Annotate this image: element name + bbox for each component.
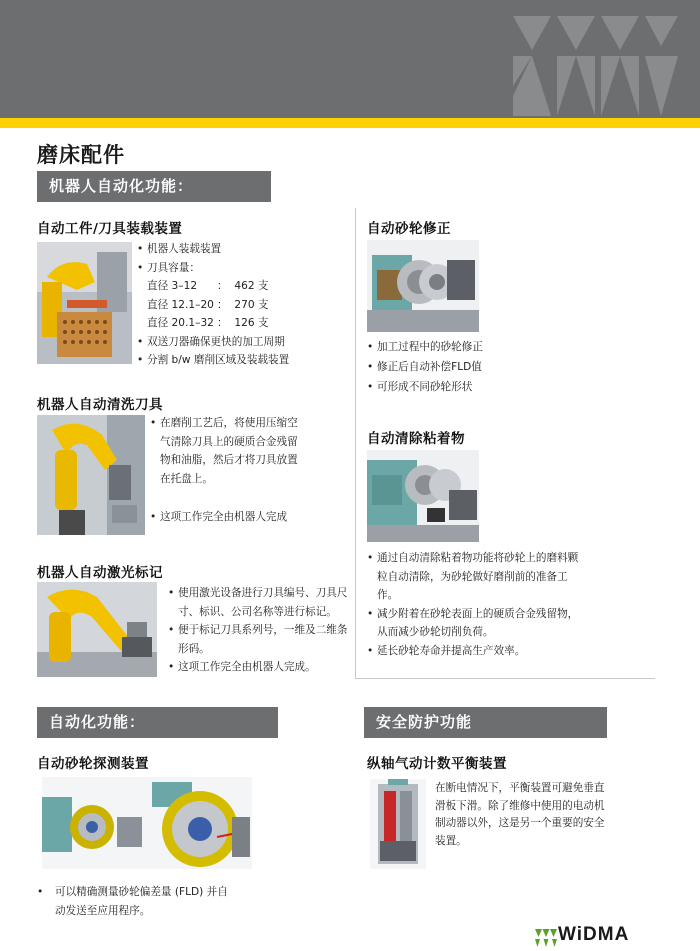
banner-safety: 安全防护功能 bbox=[364, 707, 607, 738]
deposit-image bbox=[367, 450, 479, 542]
cleaning-robot-image bbox=[37, 415, 145, 535]
section-divider bbox=[355, 678, 655, 679]
list-item: • 减少附着在砂轮表面上的硬质合金残留物，从而减少砂轮切削负荷。 bbox=[367, 605, 582, 642]
list-item: • 双送刀器确保更快的加工周期 bbox=[137, 333, 347, 352]
list-item: • 修正后自动补偿FLD值 bbox=[367, 357, 647, 377]
balance-image bbox=[370, 779, 426, 869]
cleaning-list bbox=[150, 414, 298, 527]
list-item: • 分割 b/w 磨削区域及装载装置 bbox=[137, 351, 347, 370]
dressing-image bbox=[367, 240, 479, 332]
list-item: • 加工过程中的砂轮修正 bbox=[367, 337, 647, 357]
capacity-row: 直径 3–12 ： 462 支 bbox=[147, 280, 269, 292]
deposit-title: 自动清除粘着物 bbox=[367, 431, 465, 447]
list-item: • 机器人装载装置 bbox=[137, 240, 347, 259]
laser-list bbox=[168, 584, 348, 677]
list-item: • 可以精确测量砂轮偏差量 (FLD) 并自动发送至应用程序。 bbox=[37, 883, 237, 920]
dressing-title: 自动砂轮修正 bbox=[367, 221, 451, 237]
brand-pattern-icon bbox=[513, 16, 678, 116]
list-item: • 便于标记刀具系列号，一维及二维条形码。 bbox=[168, 621, 348, 658]
list-item: • 刀具容量： bbox=[137, 259, 347, 278]
loading-robot-image bbox=[37, 242, 132, 364]
balance-title: 纵轴气动计数平衡装置 bbox=[367, 756, 507, 772]
banner-robot-automation: 机器人自动化功能： bbox=[37, 171, 271, 202]
probe-list bbox=[37, 883, 287, 920]
banner-automation: 自动化功能： bbox=[37, 707, 278, 738]
loading-title: 自动工件/刀具装载装置 bbox=[37, 221, 183, 237]
list-item: • 这项工作完全由机器人完成。 bbox=[168, 658, 348, 677]
dressing-list bbox=[367, 337, 647, 397]
list-item: • 可形成不同砂轮形状 bbox=[367, 377, 647, 397]
list-item: • 延长砂轮寿命并提高生产效率。 bbox=[367, 642, 582, 661]
brand-logo-icon bbox=[535, 927, 557, 949]
list-item: • 在磨削工艺后，将使用压缩空气清除刀具上的硬质合金残留物和油脂，然后才将刀具放置在托盘上。 bbox=[150, 414, 298, 488]
capacity-row: 直径 12.1–20 ： 270 支 bbox=[147, 298, 269, 311]
accent-stripe bbox=[0, 118, 700, 128]
deposit-list bbox=[367, 549, 582, 660]
capacity-row: 直径 20.1–32 ： 126 支 bbox=[147, 317, 269, 329]
loading-list bbox=[137, 240, 347, 370]
cleaning-title: 机器人自动清洗刀具 bbox=[37, 397, 163, 413]
probe-image bbox=[42, 777, 252, 869]
header-bar bbox=[0, 0, 700, 118]
list-item: • 这项工作完全由机器人完成 bbox=[150, 508, 298, 527]
balance-text: 在断电情况下，平衡装置可避免垂直滑板下滑。除了维修中使用的电动机制动器以外，这是另一个重要的安全装置。 bbox=[435, 782, 605, 847]
list-item: • 通过自动清除粘着物功能将砂轮上的磨料颗粒自动清除，为砂轮做好磨削前的准备工作。 bbox=[367, 549, 582, 605]
laser-title: 机器人自动激光标记 bbox=[37, 565, 163, 581]
list-item: • 使用激光设备进行刀具编号、刀具尺寸、标识、公司名称等进行标记。 bbox=[168, 584, 348, 621]
column-divider bbox=[355, 208, 356, 678]
probe-title: 自动砂轮探测装置 bbox=[37, 756, 149, 772]
brand-name: WiDMA bbox=[558, 924, 630, 945]
laser-robot-image bbox=[37, 582, 157, 677]
page-title: 磨床配件 bbox=[37, 143, 125, 167]
